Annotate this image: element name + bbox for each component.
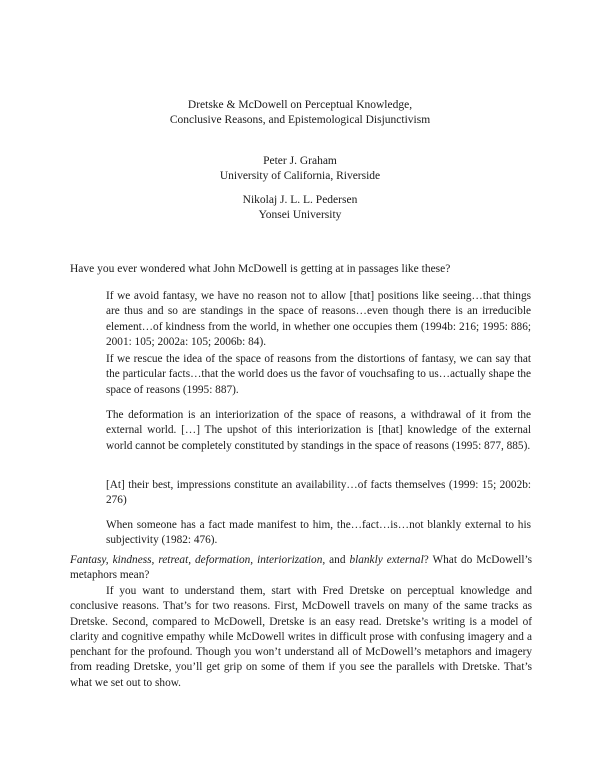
- title-line-1: Dretske & McDowell on Perceptual Knowledge,: [187, 99, 413, 111]
- paragraph-rest: ? What do McDowell’s metaphors mean?: [70, 554, 533, 582]
- italic-term: kindness,: [112, 554, 155, 566]
- author-name: Peter J. Graham: [263, 155, 337, 167]
- connector-word: and: [329, 554, 346, 566]
- author-affiliation: University of California, Riverside: [219, 170, 381, 182]
- paper-title: [0, 98, 600, 128]
- author-2: [0, 193, 600, 223]
- block-quote: If we avoid fantasy, we have no reason not to allow [that] positions like seeing…that things are thus and so are standings in the space of reasons…even though there is an irreducible element…of kindness from the world, in whether one occupies them (1994b: 216; 1995: 886; 2001: 105; 2002a: 105; 2006b: 84).: [106, 290, 531, 348]
- author-1: [0, 154, 600, 184]
- italic-term: retreat,: [158, 554, 192, 566]
- block-quote: [At] their best, impressions constitute an availability…of facts themselves (1999: 15; 2002b: 276): [106, 479, 531, 507]
- italic-term: deformation,: [195, 554, 254, 566]
- paragraph-metaphors: [70, 553, 532, 584]
- title-line-2: Conclusive Reasons, and Epistemological Disjunctivism: [169, 114, 431, 126]
- author-affiliation: Yonsei University: [258, 209, 342, 221]
- italic-term: blankly external: [349, 554, 424, 566]
- block-quote: The deformation is an interiorization of the space of reasons, a withdrawal of it from the external world. […] The upshot of this interiorization is [that] knowledge of the external world cannot be completely constituted by standings in the space of reasons (1995: 877, 885).: [106, 409, 531, 452]
- author-name: Nikolaj J. L. L. Pedersen: [242, 194, 358, 206]
- block-quote: If we rescue the idea of the space of reasons from the distortions of fantasy, we can say that the particular facts…that the world does us the favor of vouchsafing to us…actually shape the space of reasons (1995: 887).: [106, 353, 531, 396]
- block-quote: When someone has a fact made manifest to him, the…fact…is…not blankly external to his subjectivity (1982: 476).: [106, 519, 531, 547]
- italic-term: interiorization,: [257, 554, 326, 566]
- intro-sentence: Have you ever wondered what John McDowell is getting at in passages like these?: [70, 263, 451, 275]
- paragraph-body: If you want to understand them, start with Fred Dretske on perceptual knowledge and conclusive reasons. That’s for two reasons. First, McDowell travels on many of the same tracks as Dretske. Second, compared to McDowell, Dretske is an easy read. Dretske’s writing is a model of clarity and cognitive empathy while McDowell writes in difficult prose with confusing imagery and a penchant for the profound. Though you won’t understand all of McDowell’s metaphors and imagery from reading Dretske, you’ll get grip on some of them if you see the parallels with Dretske. That’s what we set out to show.: [70, 585, 532, 689]
- italic-term: Fantasy,: [70, 554, 109, 566]
